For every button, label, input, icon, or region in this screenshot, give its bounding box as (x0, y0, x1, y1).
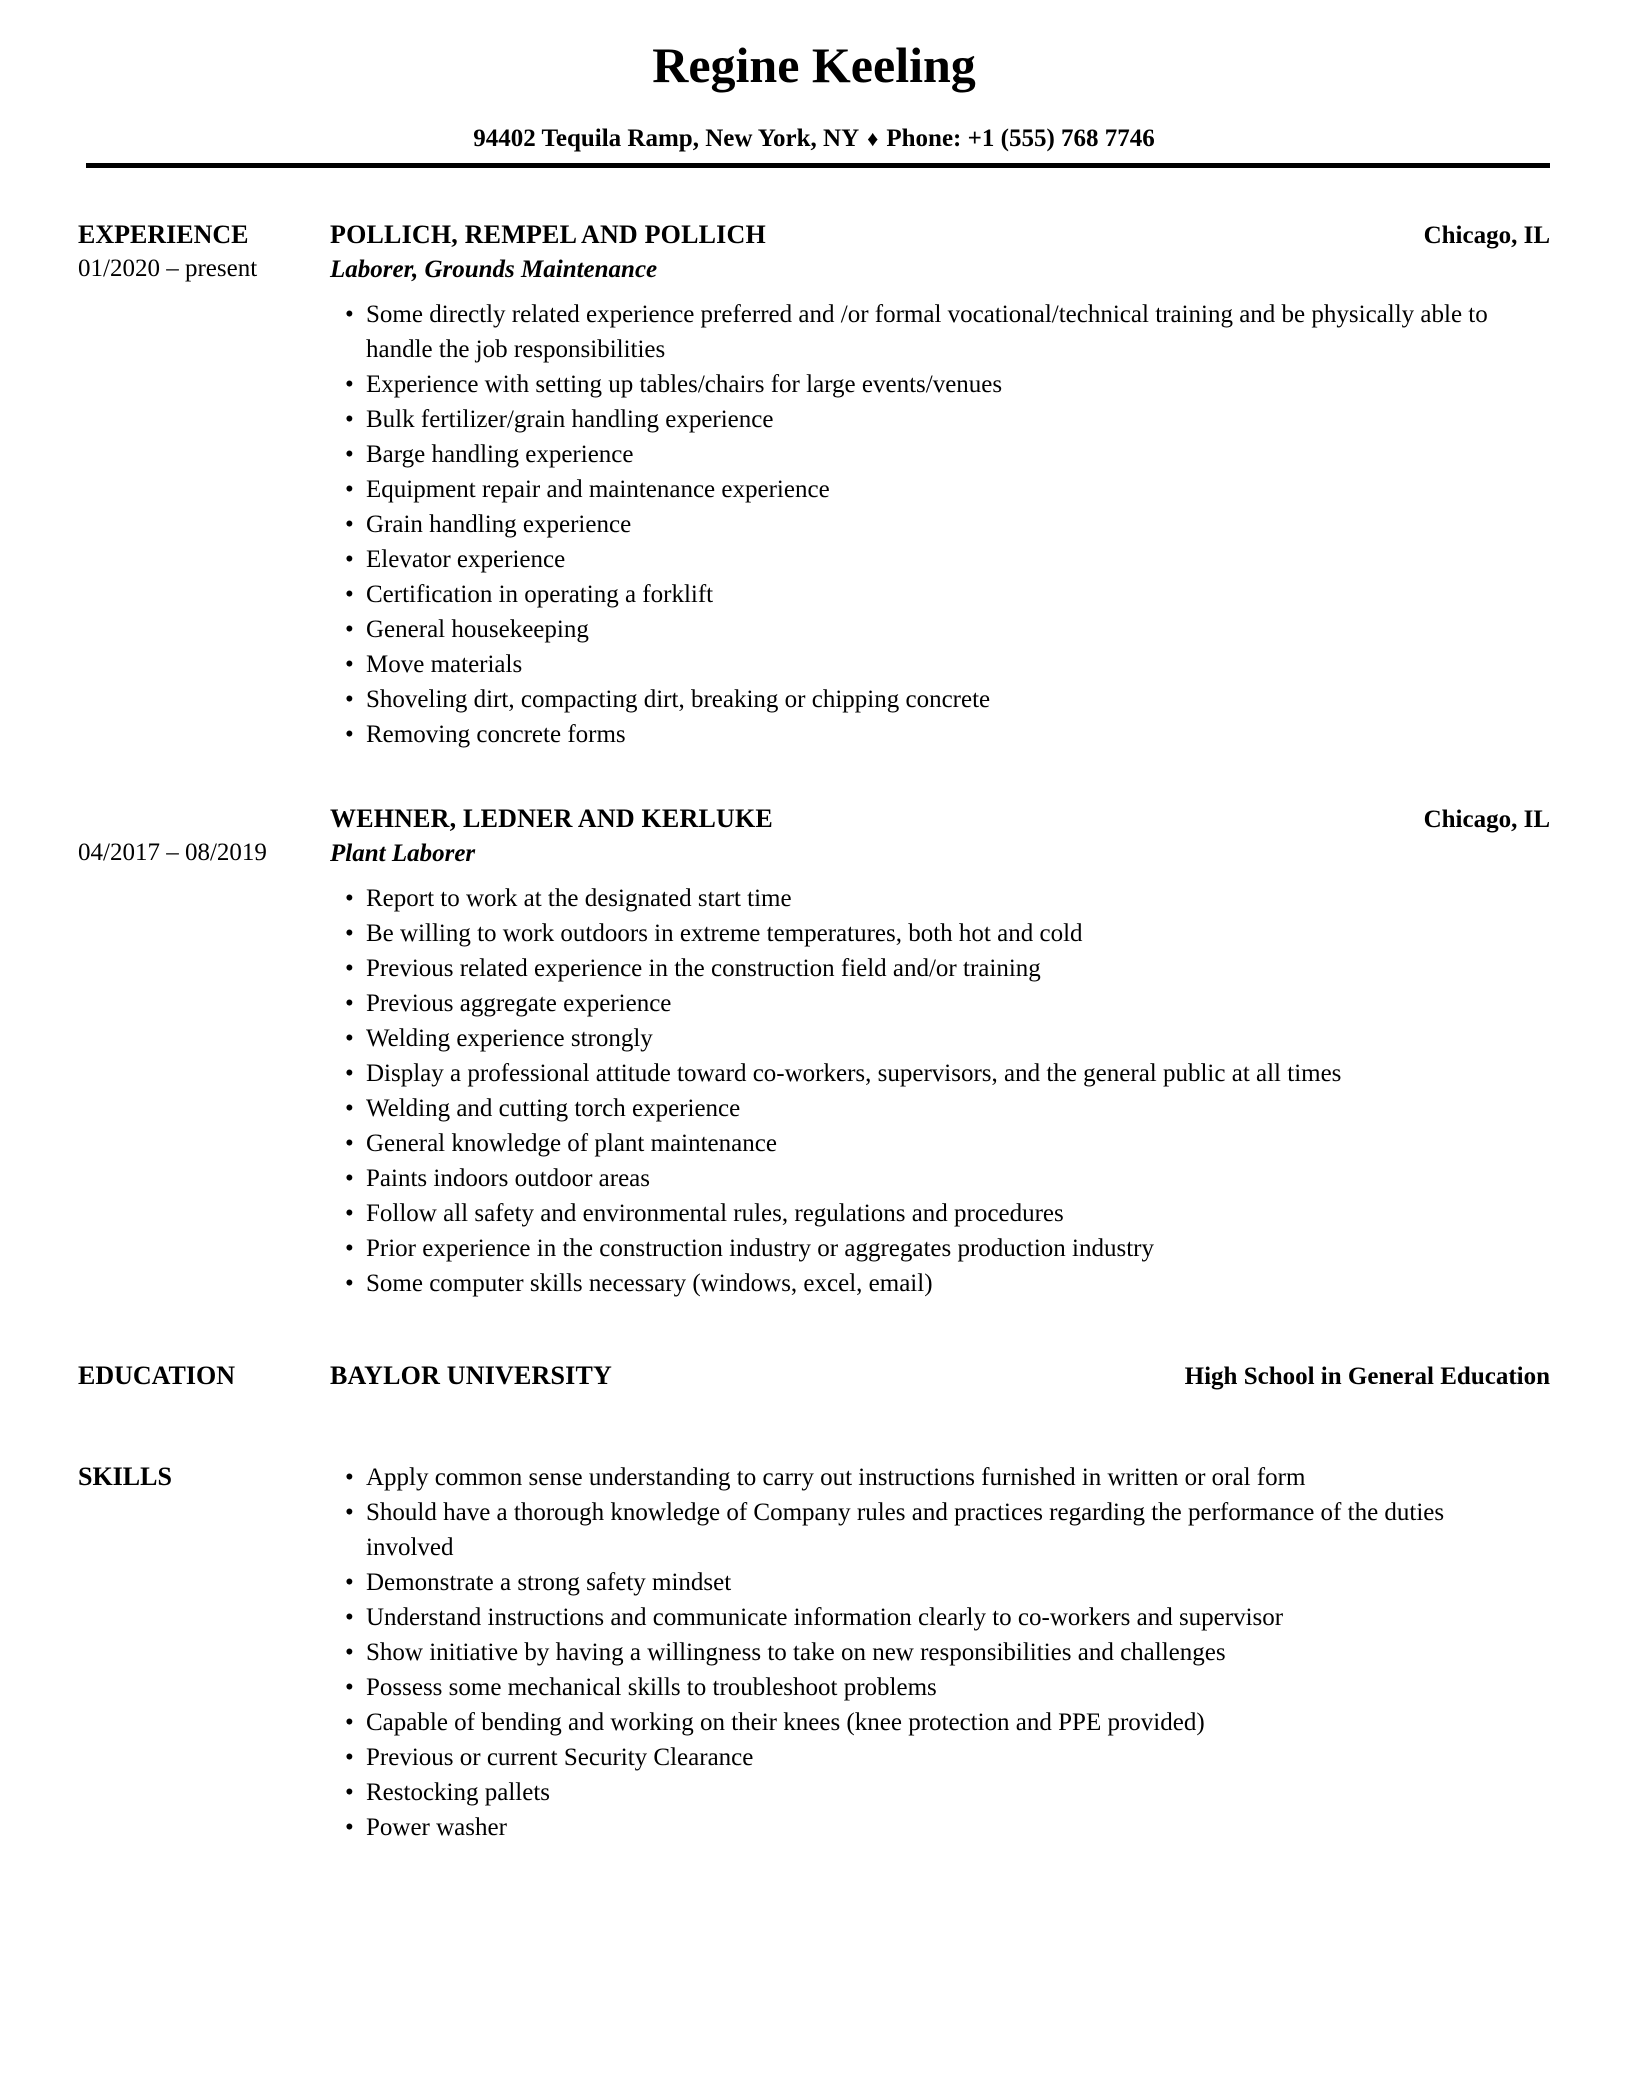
bullet-item: • Show initiative by having a willingness to take on new responsibilities and challenges (366, 1635, 1525, 1670)
bullet-item: • Follow all safety and environmental rules, regulations and procedures (366, 1196, 1525, 1231)
bullet-item: • Equipment repair and maintenance experience (366, 472, 1525, 507)
bullet-item: • Some computer skills necessary (windows, excel, email) (366, 1266, 1525, 1301)
school-name: BAYLOR UNIVERSITY (330, 1361, 613, 1390)
bullet-item: • General housekeeping (366, 612, 1525, 647)
degree-name: High School in General Education (1184, 1363, 1550, 1390)
experience-side-column (78, 218, 330, 752)
bullet-item: • Report to work at the designated start time (366, 881, 1525, 916)
bullet-item: • Elevator experience (366, 542, 1525, 577)
bullet-item: • Previous related experience in the construction field and/or training (366, 951, 1525, 986)
bullet-item: • Welding and cutting torch experience (366, 1091, 1525, 1126)
bullet-item: • Welding experience strongly (366, 1021, 1525, 1056)
job-entry (78, 802, 1550, 1301)
job-location: Chicago, IL (1423, 806, 1550, 833)
education-main (330, 1359, 1550, 1394)
bullet-item: • Apply common sense understanding to carry out instructions furnished in written or oral form (366, 1460, 1525, 1495)
bullet-item: • Paints indoors outdoor areas (366, 1161, 1525, 1196)
company-name: POLLICH, REMPEL AND POLLICH (330, 220, 766, 249)
bullet-item: • Prior experience in the construction industry or aggregates production industry (366, 1231, 1525, 1266)
section-label-education: EDUCATION (78, 1361, 235, 1390)
job-location: Chicago, IL (1423, 222, 1550, 249)
job-title: Laborer, Grounds Maintenance (330, 256, 658, 283)
contact-phone: Phone: +1 (555) 768 7746 (886, 125, 1155, 152)
job-header (330, 218, 1550, 253)
bullet-item: • Previous or current Security Clearance (366, 1740, 1525, 1775)
bullet-item: • Restocking pallets (366, 1775, 1525, 1810)
job-entry (78, 218, 1550, 752)
person-name: Regine Keeling (652, 37, 976, 93)
job-main (330, 218, 1550, 752)
bullet-item: • Be willing to work outdoors in extreme temperatures, both hot and cold (366, 916, 1525, 951)
job-bullet-list (330, 297, 1550, 752)
bullet-item: • Possess some mechanical skills to troubleshoot problems (366, 1670, 1525, 1705)
bullet-item: • Experience with setting up tables/chairs for large events/venues (366, 367, 1525, 402)
experience-side-column (78, 802, 330, 1301)
job-bullet-list (330, 881, 1550, 1301)
job-dates: 04/2017 – 08/2019 (78, 839, 267, 866)
experience-section (78, 218, 1550, 1301)
job-main (330, 802, 1550, 1301)
diamond-separator-icon: ♦ (867, 126, 879, 151)
bullet-item: • Should have a thorough knowledge of Company rules and practices regarding the performance of the duties involved (366, 1495, 1525, 1565)
bullet-item: • Move materials (366, 647, 1525, 682)
header-divider (86, 163, 1550, 168)
bullet-item: • Shoveling dirt, compacting dirt, breaking or chipping concrete (366, 682, 1525, 717)
bullet-item: • Removing concrete forms (366, 717, 1525, 752)
company-name: WEHNER, LEDNER AND KERLUKE (330, 804, 773, 833)
bullet-item: • Barge handling experience (366, 437, 1525, 472)
bullet-item: • Display a professional attitude toward co-workers, supervisors, and the general public at all times (366, 1056, 1525, 1091)
bullet-item: • Bulk fertilizer/grain handling experience (366, 402, 1525, 437)
skills-bullet-list (330, 1460, 1550, 1845)
education-section (78, 1359, 1550, 1394)
bullet-item: • Capable of bending and working on their knees (knee protection and PPE provided) (366, 1705, 1525, 1740)
section-label-skills: SKILLS (78, 1462, 172, 1491)
bullet-item: • Previous aggregate experience (366, 986, 1525, 1021)
bullet-item: • Power washer (366, 1810, 1525, 1845)
bullet-item: • Some directly related experience preferred and /or formal vocational/technical training and be physically able to handle the job responsibilities (366, 297, 1525, 367)
contact-line (78, 124, 1550, 154)
skills-main (330, 1460, 1550, 1845)
bullet-item: • Understand instructions and communicate information clearly to co-workers and supervisor (366, 1600, 1525, 1635)
job-title: Plant Laborer (330, 840, 476, 867)
contact-address: 94402 Tequila Ramp, New York, NY (473, 125, 860, 152)
bullet-item: • Demonstrate a strong safety mindset (366, 1565, 1525, 1600)
section-label-experience: EXPERIENCE (78, 220, 249, 249)
job-header (330, 802, 1550, 837)
bullet-item: • Certification in operating a forklift (366, 577, 1525, 612)
skills-section (78, 1460, 1550, 1845)
bullet-item: • Grain handling experience (366, 507, 1525, 542)
bullet-item: • General knowledge of plant maintenance (366, 1126, 1525, 1161)
job-dates: 01/2020 – present (78, 255, 258, 282)
